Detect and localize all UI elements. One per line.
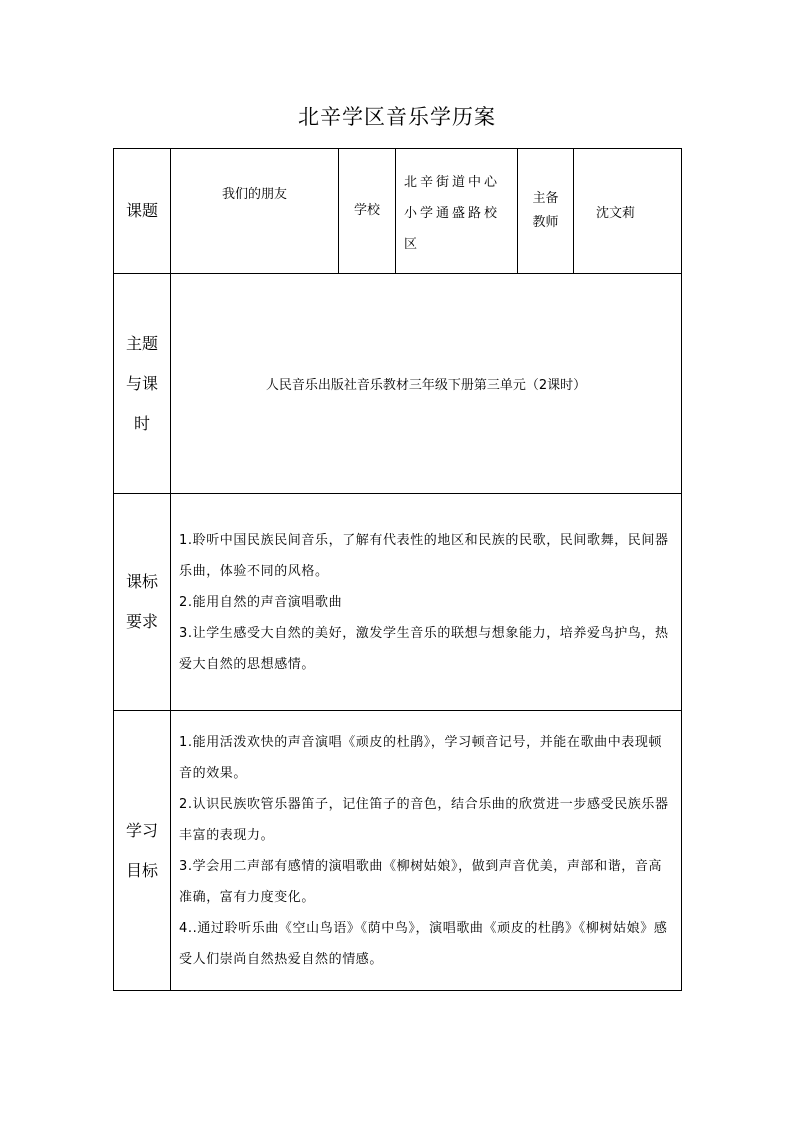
- goals-label: [114, 711, 171, 991]
- goals-row: [114, 711, 682, 991]
- teacher-value: 沈文莉: [574, 149, 682, 274]
- goals-list: [171, 711, 682, 991]
- goals-label-line-1: 学习: [125, 820, 158, 840]
- page-title: 北辛学区音乐学历案: [298, 105, 496, 129]
- teacher-label-line-2: 教师: [532, 215, 559, 230]
- standards-label-line-2: 要求: [125, 612, 158, 631]
- teacher-label: [518, 149, 574, 274]
- standards-label: [114, 494, 171, 711]
- goals-label-line-2: 目标: [125, 860, 158, 880]
- goals-item: 4..通过聆听乐曲《空山鸟语》《荫中鸟》，演唱歌曲《顽皮的杜鹃》《柳树姑娘》感受人们崇尚自然热爱自然的情感。: [179, 920, 668, 967]
- lesson-plan-table: [113, 148, 682, 991]
- subject-label-line-2: 与课: [125, 373, 158, 393]
- school-label: 学校: [339, 149, 396, 274]
- standards-item: 3.让学生感受大自然的美好，激发学生音乐的联想与想象能力，培养爱鸟护鸟，热爱大自然的思想感情。: [179, 625, 669, 672]
- standards-row: [114, 494, 682, 711]
- topic-label: 课题: [114, 149, 171, 274]
- standards-item: 1.聆听中国民族民间音乐，了解有代表性的地区和民族的民歌，民间歌舞，民间器乐曲，体验不同的风格。: [179, 532, 669, 579]
- subject-label: [114, 274, 171, 494]
- teacher-label-line-1: 主备: [532, 191, 559, 206]
- standards-list: [171, 494, 682, 711]
- school-value: 北辛街道中心小学通盛路校区: [396, 149, 518, 274]
- topic-value: 我们的朋友: [171, 149, 339, 274]
- subject-label-line-3: 时: [133, 413, 150, 433]
- header-row: [114, 149, 682, 274]
- goals-item: 2.认识民族吹管乐器笛子，记住笛子的音色，结合乐曲的欣赏进一步感受民族乐器丰富的表现力。: [179, 796, 669, 843]
- subject-row: [114, 274, 682, 494]
- subject-value: 人民音乐出版社音乐教材三年级下册第三单元（2课时）: [171, 274, 682, 494]
- standards-item: 2.能用自然的声音演唱歌曲: [179, 594, 343, 610]
- standards-label-line-1: 课标: [125, 572, 158, 591]
- subject-label-line-1: 主题: [125, 333, 158, 353]
- goals-item: 3.学会用二声部有感情的演唱歌曲《柳树姑娘》，做到声音优美，声部和谐，音高准确，富有力度变化。: [179, 858, 663, 905]
- goals-item: 1.能用活泼欢快的声音演唱《顽皮的杜鹃》，学习顿音记号，并能在歌曲中表现顿音的效果。: [179, 734, 663, 781]
